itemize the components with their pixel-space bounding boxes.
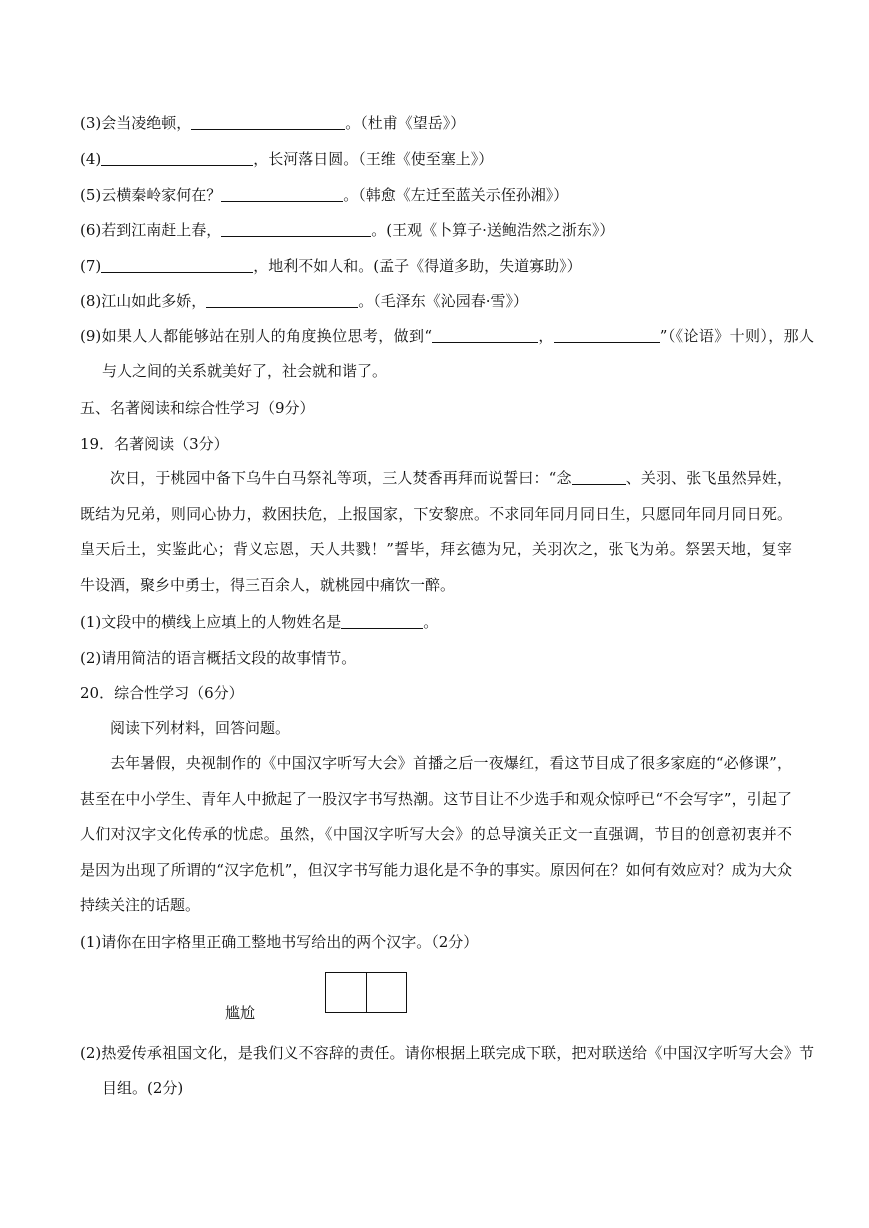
question-number: (7) [80, 257, 102, 275]
tianzige-grid [325, 972, 407, 1013]
poem-source: ，地利不如人和。(孟子《得道多助，失道寡助》） [253, 257, 582, 275]
poem-source: ”（《论语》十则），那人与人之间的关系就美好了，社会就和谐了。 [102, 327, 815, 380]
poem-q7 [80, 256, 582, 276]
sub-question: (1)请你在田字格里正确工整地书写给出的两个汉字。（2分） [80, 933, 479, 951]
answer-blank[interactable] [221, 221, 371, 237]
answer-blank[interactable] [101, 150, 253, 166]
answer-blank[interactable] [101, 257, 253, 273]
grid-cell[interactable] [326, 973, 366, 1012]
question-number: (6) [80, 221, 102, 239]
question-title: 19．名著阅读（3分） [80, 435, 229, 453]
given-word: 尴尬 [225, 1004, 256, 1022]
material-passage: 去年暑假，央视制作的《中国汉字听写大会》首播之后一夜爆红，看这节目成了很多家庭的“必修课”，甚至在中小学生、青年人中掀起了一股汉字书写热潮。这节目让不少选手和观众惊呼已“不会写字”，引起了人们对汉字文化传承的忧虑。虽然，《中国汉字听写大会》的总导演关正文一直强调，节目的创意初衷并不是因为出现了所谓的“汉字危机”，但汉字书写能力退化是不争的事实。原因何在？如何有效应对？成为大众持续关注的话题。 [80, 754, 792, 914]
reading-passage [80, 461, 792, 603]
passage-text: 次日，于桃园中备下乌牛白马祭礼等项，三人焚香再拜而说誓曰：“念 [110, 469, 572, 487]
poem-source: 。（杜甫《望岳》） [345, 114, 466, 132]
question-title: 20．综合性学习（6分） [80, 684, 244, 702]
question-number: (4) [80, 150, 102, 168]
answer-blank[interactable] [191, 114, 345, 130]
poem-text: 云横秦岭家何在？ [101, 186, 222, 204]
question-text: (1)文段中的横线上应填上的人物姓名是 [80, 613, 342, 631]
poem-source: 。(王观《卜算子·送鲍浩然之浙东》） [371, 221, 615, 239]
poem-source: 。（毛泽东《沁园春·雪》） [358, 292, 529, 310]
question-text: 。 [423, 613, 439, 631]
sub-question: (2)热爱传承祖国文化，是我们义不容辞的责任。请你根据上联完成下联，把对联送给《中国汉字听写大会》节目组。(2分) [80, 1044, 814, 1097]
poem-q4 [80, 149, 493, 169]
section-title: 五、名著阅读和综合性学习（9分） [80, 399, 315, 417]
answer-blank[interactable] [432, 327, 538, 343]
poem-q5 [80, 185, 568, 205]
question-number: (8) [80, 292, 102, 310]
poem-text: 如果人人都能够站在别人的角度换位思考，做到“ [101, 327, 433, 345]
answer-blank[interactable] [221, 186, 343, 202]
question-number: (5) [80, 186, 102, 204]
sub-question [80, 612, 438, 632]
grid-cell[interactable] [366, 973, 407, 1012]
sub-question: (2)请用简洁的语言概括文段的故事情节。 [80, 649, 357, 667]
poem-text: 会当凌绝顿， [101, 114, 192, 132]
poem-q8 [80, 291, 528, 311]
poem-text: 江山如此多娇， [101, 292, 207, 310]
poem-q3 [80, 113, 465, 133]
answer-blank[interactable] [206, 292, 358, 308]
instruction: 阅读下列材料，回答问题。 [110, 719, 291, 737]
passage-text: 、关羽、张飞虽然异姓，既结为兄弟，则同心协力，救困扶危，上报国家，下安黎庶。不求同年同月同日生，只愿同年同月同日死。皇天后土，实鉴此心；背义忘恩，天人共戮！”誓毕，拜玄德为兄，关羽次之，张飞为弟。祭罢天地，复宰牛设酒，聚乡中勇士，得三百余人，就桃园中痛饮一醉。 [80, 469, 792, 594]
poem-source: ，长河落日圆。（王维《使至塞上》） [253, 150, 494, 168]
question-number: (9) [80, 327, 102, 345]
answer-blank[interactable] [554, 327, 660, 343]
poem-source: 。（韩愈《左迁至蓝关示侄孙湘》） [343, 186, 569, 204]
poem-text: ， [538, 327, 554, 345]
answer-blank[interactable] [572, 469, 626, 485]
question-number: (3) [80, 114, 102, 132]
poem-text: 若到江南赶上春， [101, 221, 222, 239]
poem-q6 [80, 220, 614, 240]
answer-blank[interactable] [341, 613, 423, 629]
poem-q9 [80, 319, 814, 389]
